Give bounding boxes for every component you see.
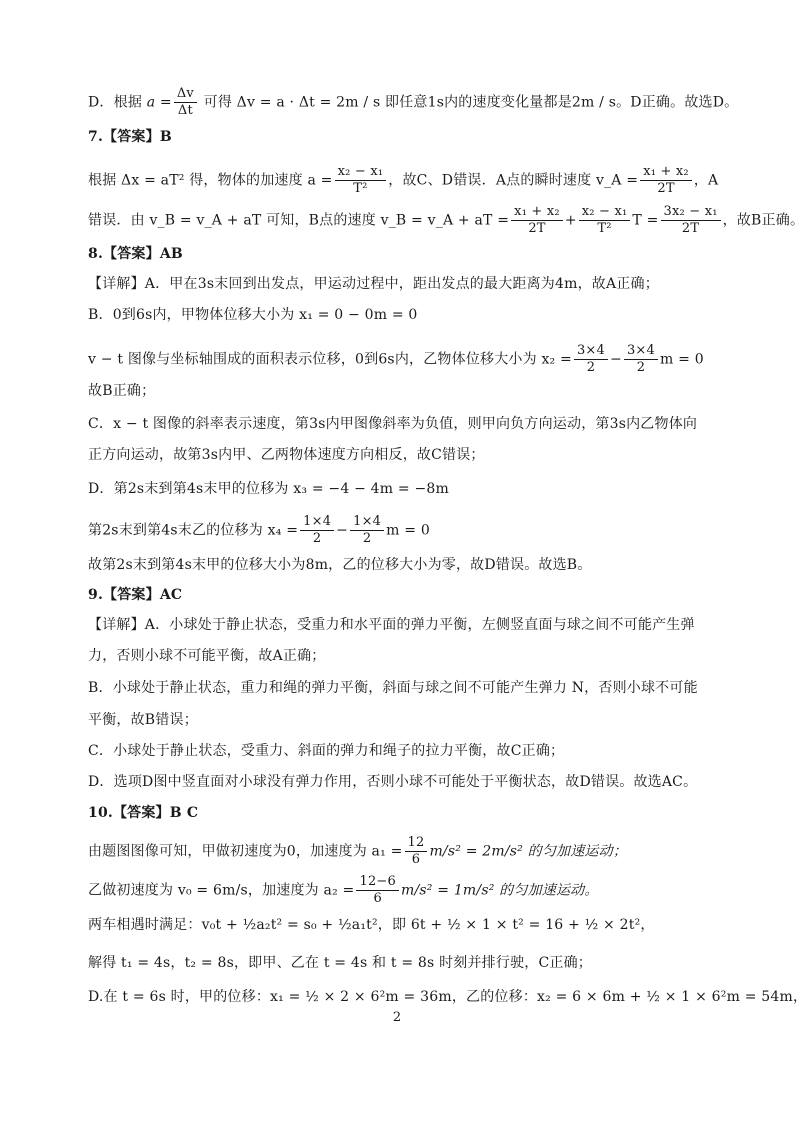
numerator: x₂ − x₁ xyxy=(579,204,631,221)
line-20: C．小球处于静止状态，受重力、斜面的弹力和绳子的拉力平衡，故C正确； xyxy=(88,743,565,759)
fraction xyxy=(405,835,428,868)
line-23 xyxy=(88,835,734,868)
line-10: C．x − t 图像的斜率表示速度，第3s内甲图像斜率为负值，则甲向负方向运动，第3s内乙物体向 xyxy=(88,416,698,432)
line-19: 平衡，故B错误； xyxy=(88,712,198,728)
denominator: 2 xyxy=(362,531,372,546)
line-6: 【详解】A．甲在3s末回到出发点，甲运动过程中，距出发点的最大距离为4m，故A正确； xyxy=(88,276,659,292)
fraction xyxy=(300,514,334,547)
fraction xyxy=(574,343,608,376)
numerator: x₂ − x₁ xyxy=(335,164,387,181)
line-25: 两车相遇时满足：v₀t + ½a₂t² = s₀ + ½a₁t²，即 6t + ½ × 1 × t² = 16 + ½ × 2t²， xyxy=(88,917,655,933)
answer-8-heading: 8.【答案】AB xyxy=(88,246,183,262)
fraction xyxy=(640,164,692,197)
text: 乙做初速度为 v₀ = 6m/s，加速度为 a₂ = xyxy=(88,882,355,899)
answer-10-heading: 10.【答案】B C xyxy=(88,805,199,821)
text: 由题图图像可知，甲做初速度为0，加速度为 a₁ = xyxy=(88,843,403,860)
line-14: 故第2s末到第4s末甲的位移大小为8m，乙的位移大小为零，故D错误。故选B。 xyxy=(88,557,592,573)
line-16: 【详解】A．小球处于静止状态，受重力和水平面的弹力平衡，左侧竖直面与球之间不可能产生弹 xyxy=(88,617,695,633)
text: 可得 Δv = a · Δt = 2m / s 即任意1s内的速度变化量都是2m / s。D正确。故选D。 xyxy=(198,94,739,111)
line-8 xyxy=(88,343,734,376)
fraction xyxy=(511,204,563,237)
line-24 xyxy=(88,874,734,907)
denominator: 2 xyxy=(312,531,322,546)
line-7: B．0到6s内，甲物体位移大小为 x₁ = 0 − 0m = 0 xyxy=(88,307,418,323)
line-1 xyxy=(88,86,739,119)
text: a = xyxy=(146,94,172,111)
line-3 xyxy=(88,164,734,197)
denominator: Δt xyxy=(177,103,193,118)
numerator: 12 xyxy=(405,835,428,852)
numerator: x₁ + x₂ xyxy=(511,204,563,221)
denominator: T² xyxy=(597,221,612,236)
line-12: D．第2s末到第4s末甲的位移为 x₃ = −4 − 4m = −8m xyxy=(88,481,449,497)
numerator: 1×4 xyxy=(300,514,334,531)
page-number: 2 xyxy=(392,1010,402,1025)
text: m/s² = 2m/s² 的匀加速运动； xyxy=(429,843,628,860)
numerator: 3×4 xyxy=(574,343,608,360)
text: v − t 图像与坐标轴围成的面积表示位移，0到6s内，乙物体位移大小为 x₂ = xyxy=(88,351,572,368)
text: − xyxy=(610,351,622,368)
text: 根据 Δx = aT² 得，物体的加速度 a = xyxy=(88,172,333,189)
text: T = xyxy=(632,212,659,229)
line-4 xyxy=(88,204,805,237)
text: 错误．由 v_B = v_A + aT 可知，B点的速度 v_B = v_A + aT = xyxy=(88,212,510,229)
numerator: Δv xyxy=(174,86,197,103)
line-18: B．小球处于静止状态，重力和绳的弹力平衡，斜面与球之间不可能产生弹力 N，否则小球不可能 xyxy=(88,680,698,696)
denominator: 6 xyxy=(411,852,421,867)
text: + xyxy=(564,212,577,229)
text: 第2s末到第4s末乙的位移为 x₄ = xyxy=(88,522,299,539)
fraction xyxy=(356,874,399,907)
denominator: 2T xyxy=(528,221,546,236)
line-27: D.在 t = 6s 时，甲的位移：x₁ = ½ × 2 × 6²m = 36m，乙的位移：x₂ = 6 × 6m + ½ × 1 × 6²m = 54m， xyxy=(88,989,807,1005)
text: m/s² = 1m/s² 的匀加速运动。 xyxy=(401,882,599,899)
denominator: 2T xyxy=(681,221,700,236)
line-17: 力，否则小球不可能平衡，故A正确； xyxy=(88,648,326,664)
line-11: 正方向运动，故第3s内甲、乙两物体速度方向相反，故C错误； xyxy=(88,447,485,463)
fraction xyxy=(661,204,721,237)
fraction xyxy=(579,204,631,237)
numerator: 12−6 xyxy=(356,874,399,891)
text: ，故B正确。 xyxy=(722,212,805,229)
line-21: D．选项D图中竖直面对小球没有弹力作用，否则小球不可能处于平衡状态，故D错误。故选AC。 xyxy=(88,774,698,790)
line-13 xyxy=(88,514,734,547)
text: m = 0 xyxy=(659,351,704,368)
fraction xyxy=(174,86,197,119)
fraction xyxy=(624,343,658,376)
numerator: 3x₂ − x₁ xyxy=(661,204,721,221)
line-9: 故B正确； xyxy=(88,383,156,399)
fraction xyxy=(335,164,387,197)
text: D．根据 xyxy=(88,94,147,111)
answer-7-heading: 7.【答案】B xyxy=(88,129,172,145)
line-26: 解得 t₁ = 4s，t₂ = 8s，即甲、乙在 t = 4s 和 t = 8s 时刻并排行驶，C正确； xyxy=(88,955,592,971)
text: ，故C、D错误．A点的瞬时速度 v_A = xyxy=(388,172,639,189)
denominator: 2 xyxy=(586,360,596,375)
denominator: 2T xyxy=(657,181,675,196)
answer-9-heading: 9.【答案】AC xyxy=(88,587,183,603)
numerator: 3×4 xyxy=(624,343,658,360)
text: − xyxy=(336,522,349,539)
denominator: T² xyxy=(353,181,368,196)
numerator: 1×4 xyxy=(350,514,384,531)
denominator: 6 xyxy=(373,891,382,906)
fraction xyxy=(350,514,384,547)
text: m = 0 xyxy=(386,522,430,539)
text: ，A xyxy=(693,172,719,189)
numerator: x₁ + x₂ xyxy=(640,164,692,181)
denominator: 2 xyxy=(636,360,646,375)
